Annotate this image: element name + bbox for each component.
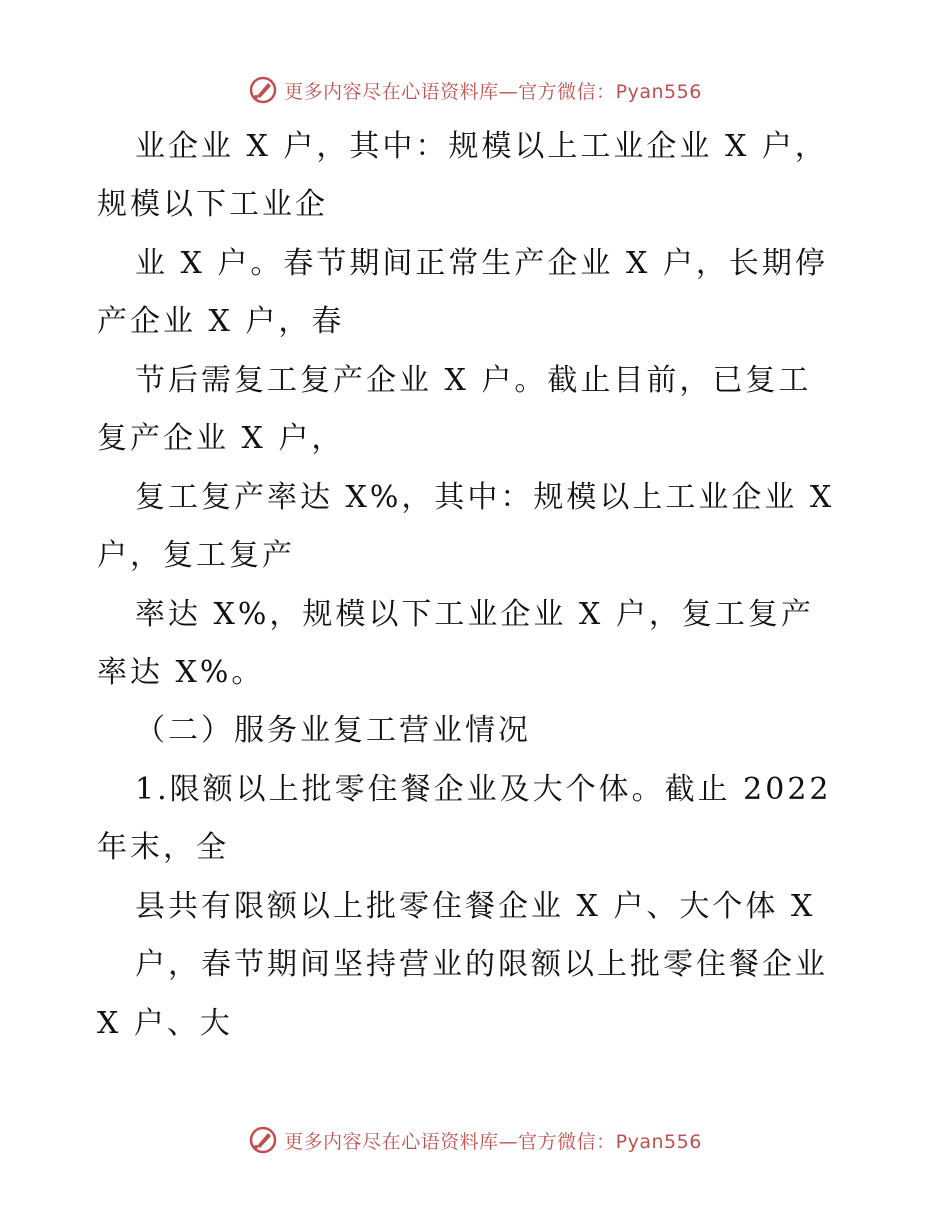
footer-watermark-banner bbox=[0, 1120, 950, 1160]
body-line: 县共有限额以上批零住餐企业 X 户、大个体 X bbox=[135, 889, 816, 924]
body-line: 复产企业 X 户， bbox=[97, 421, 345, 456]
body-line: 率达 X%。 bbox=[97, 655, 265, 690]
body-line: 业企业 X 户，其中：规模以上工业企业 X 户， bbox=[135, 129, 828, 164]
header-watermark-banner bbox=[0, 70, 950, 110]
body-line: 户，复工复产 bbox=[97, 538, 295, 573]
body-line: 产企业 X 户，春 bbox=[97, 304, 345, 339]
pen-seal-icon bbox=[248, 1125, 278, 1155]
body-line: 年末，全 bbox=[97, 830, 229, 865]
body-line: 户，春节期间坚持营业的限额以上批零住餐企业 bbox=[135, 947, 828, 982]
body-line: 业 X 户。春节期间正常生产企业 X 户，长期停 bbox=[135, 246, 828, 281]
body-line: 复工复产率达 X%，其中：规模以上工业企业 X bbox=[135, 480, 835, 515]
pen-seal-icon bbox=[248, 75, 278, 105]
body-line: 率达 X%，规模以下工业企业 X 户，复工复产 bbox=[135, 597, 814, 632]
watermark-text: 更多内容尽在心语资料库—官方微信：Pyan556 bbox=[284, 80, 702, 103]
body-line: 1.限额以上批零住餐企业及大个体。截止 2022 bbox=[135, 772, 832, 807]
section-heading: （二）服务业复工营业情况 bbox=[135, 713, 531, 748]
watermark-text: 更多内容尽在心语资料库—官方微信：Pyan556 bbox=[284, 1130, 702, 1153]
body-line: 节后需复工复产企业 X 户。截止目前，已复工 bbox=[135, 363, 812, 398]
body-line: X 户、大 bbox=[97, 1006, 233, 1041]
body-line: 规模以下工业企 bbox=[97, 187, 328, 222]
